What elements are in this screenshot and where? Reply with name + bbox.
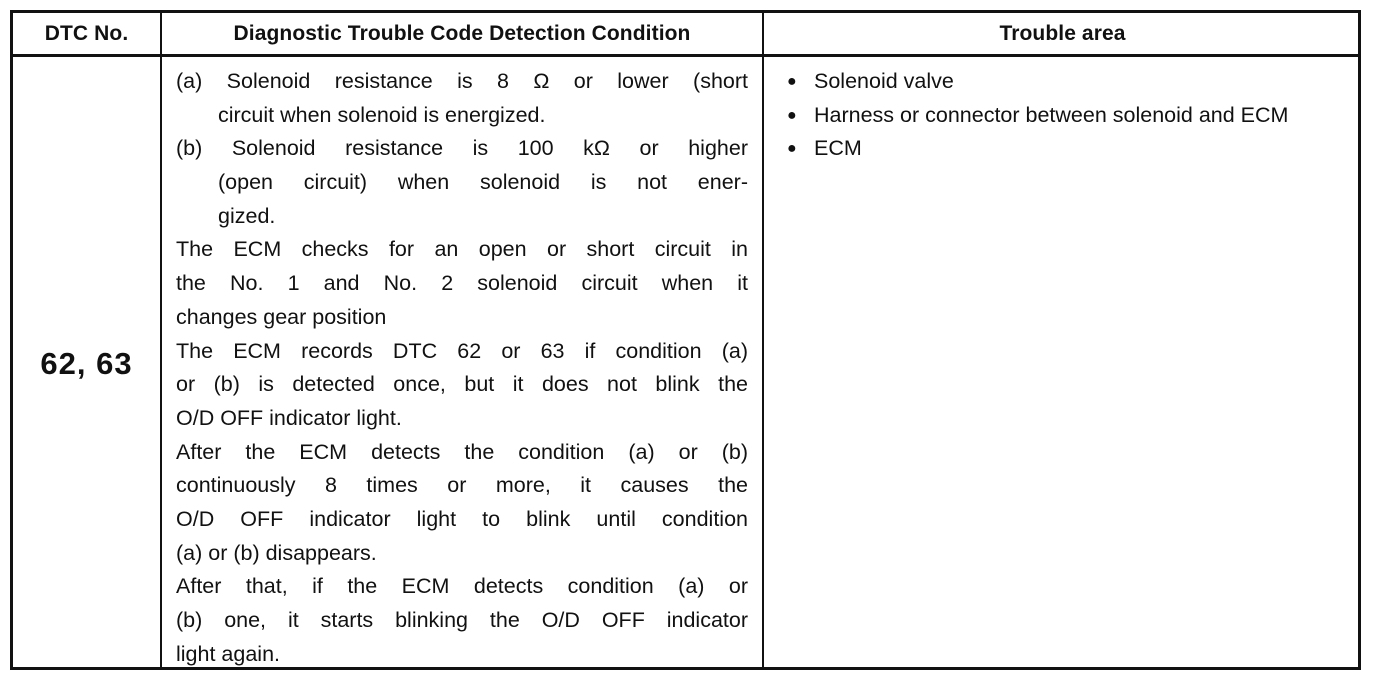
condition-line: continuously 8 times or more, it causes the	[176, 473, 748, 498]
trouble-area-text: ECM	[814, 136, 862, 161]
condition-line: or (b) is detected once, but it does not blink the	[176, 372, 748, 397]
condition-line: (a) or (b) disappears.	[176, 540, 377, 565]
condition-line: light again.	[176, 641, 280, 666]
condition-line: O/D OFF indicator light to blink until condition	[176, 506, 748, 531]
header-dtc-no: DTC No.	[44, 21, 129, 45]
condition-line: The ECM records DTC 62 or 63 if condition (a)	[176, 338, 748, 363]
condition-line: O/D OFF indicator light.	[176, 405, 402, 430]
condition-line: gized.	[218, 203, 276, 228]
condition-line: the No. 1 and No. 2 solenoid circuit when it	[176, 271, 748, 296]
condition-line: After that, if the ECM detects condition (a) or	[176, 574, 748, 599]
header-condition: Diagnostic Trouble Code Detection Condition	[233, 21, 691, 45]
condition-line: circuit when solenoid is energized.	[218, 102, 546, 127]
condition-line: After the ECM detects the condition (a) or (b)	[176, 439, 748, 464]
bullet-icon: ●	[787, 106, 797, 124]
trouble-area-item	[779, 99, 1354, 133]
condition-line: changes gear position	[176, 304, 387, 329]
dtc-number-cell: 62, 63	[40, 345, 133, 381]
condition-line: (a) Solenoid resistance is 8 Ω or lower (short	[176, 69, 748, 93]
bullet-icon: ●	[787, 140, 797, 158]
bullet-icon: ●	[787, 73, 797, 90]
condition-cell	[176, 65, 748, 671]
trouble-area-item	[779, 132, 1354, 166]
condition-line: (b) Solenoid resistance is 100 kΩ or higher	[176, 136, 748, 161]
trouble-area-cell	[779, 65, 1354, 166]
condition-line: (b) one, it starts blinking the O/D OFF indicator	[176, 608, 748, 632]
dtc-table	[10, 10, 1361, 670]
trouble-area-text: Solenoid valve	[814, 69, 954, 93]
column-divider	[762, 13, 764, 667]
table-header-row	[13, 13, 1358, 57]
condition-line: The ECM checks for an open or short circuit in	[176, 237, 748, 262]
trouble-area-text: Harness or connector between solenoid and ECM	[814, 102, 1289, 127]
trouble-area-item	[779, 65, 1354, 99]
column-divider	[160, 13, 162, 667]
header-trouble-area: Trouble area	[999, 21, 1126, 45]
condition-line: (open circuit) when solenoid is not ener-	[218, 170, 748, 195]
